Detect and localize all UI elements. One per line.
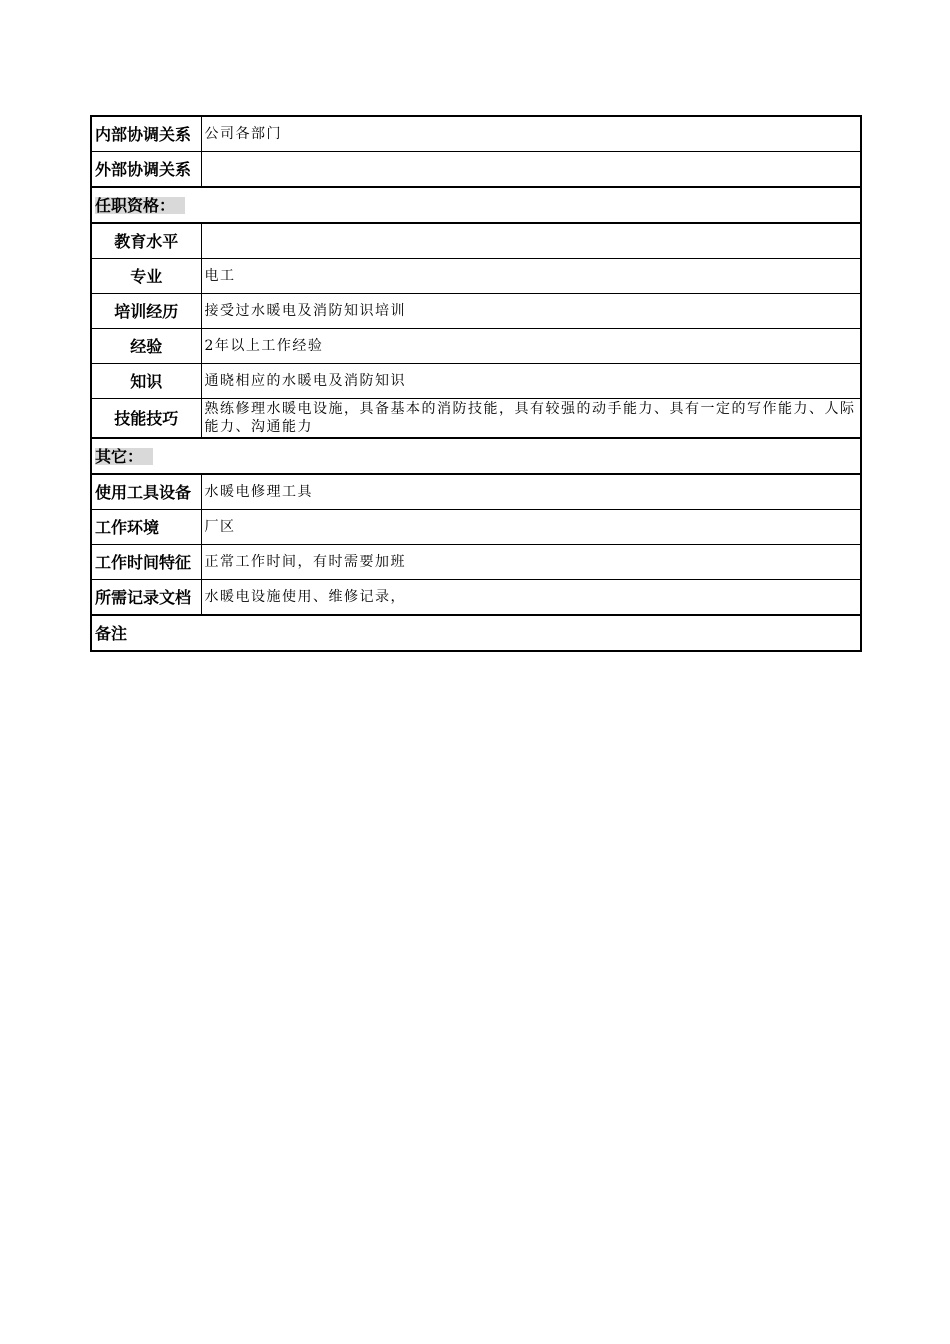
other-section-title: 其它： <box>95 448 153 465</box>
row-tools <box>91 474 861 510</box>
row-skills <box>91 399 861 439</box>
row-knowledge <box>91 364 861 399</box>
section-qualifications <box>91 187 861 223</box>
row-remarks <box>91 615 861 651</box>
hours-label: 工作时间特征 <box>91 545 201 580</box>
row-records <box>91 580 861 616</box>
job-description-table <box>90 115 862 652</box>
knowledge-value: 通晓相应的水暖电及消防知识 <box>201 364 861 399</box>
qualifications-section-title: 任职资格： <box>95 197 185 214</box>
education-label: 教育水平 <box>91 223 201 259</box>
tools-label: 使用工具设备 <box>91 474 201 510</box>
row-internal-coordination <box>91 116 861 152</box>
experience-label: 经验 <box>91 329 201 364</box>
row-environment <box>91 510 861 545</box>
qualifications-section-cell <box>91 187 861 223</box>
environment-label: 工作环境 <box>91 510 201 545</box>
major-label: 专业 <box>91 259 201 294</box>
education-value <box>201 223 861 259</box>
knowledge-label: 知识 <box>91 364 201 399</box>
major-value: 电工 <box>201 259 861 294</box>
external-coordination-label: 外部协调关系 <box>91 152 201 188</box>
row-external-coordination <box>91 152 861 188</box>
environment-value: 厂区 <box>201 510 861 545</box>
training-value: 接受过水暖电及消防知识培训 <box>201 294 861 329</box>
experience-value: 2年以上工作经验 <box>201 329 861 364</box>
other-section-cell <box>91 438 861 474</box>
training-label: 培训经历 <box>91 294 201 329</box>
row-major <box>91 259 861 294</box>
records-label: 所需记录文档 <box>91 580 201 616</box>
hours-value: 正常工作时间，有时需要加班 <box>201 545 861 580</box>
skills-label: 技能技巧 <box>91 399 201 439</box>
internal-coordination-label: 内部协调关系 <box>91 116 201 152</box>
row-hours <box>91 545 861 580</box>
row-education <box>91 223 861 259</box>
tools-value: 水暖电修理工具 <box>201 474 861 510</box>
remarks-label: 备注 <box>91 615 861 651</box>
row-experience <box>91 329 861 364</box>
internal-coordination-value: 公司各部门 <box>201 116 861 152</box>
section-other <box>91 438 861 474</box>
row-training <box>91 294 861 329</box>
records-value: 水暖电设施使用、维修记录， <box>201 580 861 616</box>
external-coordination-value <box>201 152 861 188</box>
skills-value: 熟练修理水暖电设施，具备基本的消防技能，具有较强的动手能力、具有一定的写作能力、人际能力、沟通能力 <box>201 399 861 439</box>
